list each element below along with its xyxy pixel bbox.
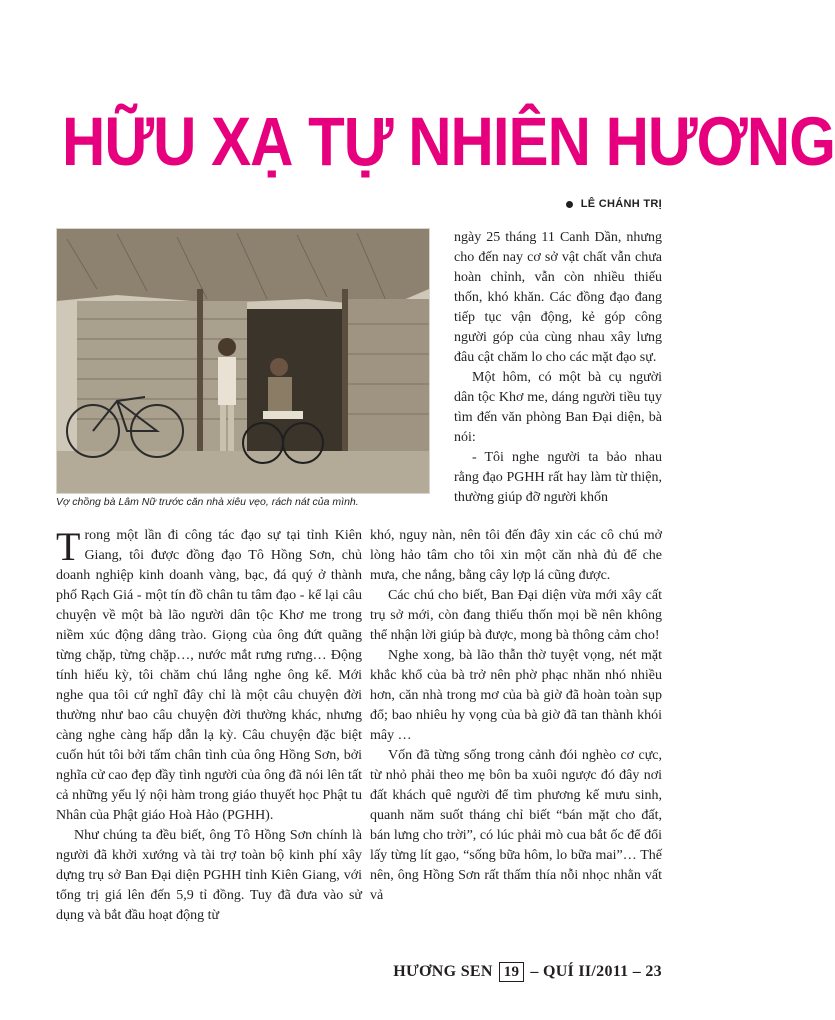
paragraph: Vốn đã từng sống trong cảnh đói nghèo cơ cực, từ nhỏ phải theo mẹ bôn ba xuôi ngược đó đây nơi đất khách quê người để tìm phương kế mưu sinh, quanh năm suốt tháng chỉ biết “bán mặt cho đất, bán lưng cho trời”, có lúc phải mò cua bắt ốc để đổi lấy từng lít gạo, “sống bữa hôm, lo bữa mai”… Thế nên, ông Hồng Sơn rất thấm thía nỗi nhọc nhằn vất vả: [370, 748, 662, 903]
hut-photo-illustration: [57, 229, 429, 493]
first-paragraph-text: rong một lần đi công tác đạo sự tại tỉnh Kiên Giang, tôi được đồng đạo Tô Hồng Sơn, chủ doanh nghiệp kinh doanh vàng, bạc, đá quý ở thành phố Rạch Giá - một tín đồ chân tu tâm đạo - kể lại câu chuyện về một bà lão người dân tộc Khơ me trong niềm xúc động dâng trào. Giọng của ông đứt quãng từng chặp, từng chặp…, nước mắt rưng rưng… Động tính hiếu kỳ, tôi chăm chú lắng nghe ông kể. Mới nghe qua tôi cứ nghĩ đây chỉ là một câu chuyện đời thường như bao câu chuyện đời thường khác, nhưng càng nghe càng hấp dẫn lạ kỳ. Câu chuyện đặc biệt cuốn hút tôi bởi tấm chân tình của ông Hồng Sơn, bởi nghĩa cử cao đẹp đầy tình người của ông đã nói lên tất cả những yếu lý nội hàm trong giáo thuyết học Phật tu Nhân của Phật giáo Hoà Hảo (PGHH).: [56, 528, 362, 823]
magazine-name: HƯƠNG SEN: [393, 963, 493, 980]
author-byline: [566, 198, 662, 210]
article-title: HỮU XẠ TỰ NHIÊN HƯƠNG: [62, 102, 835, 180]
paragraph: Các chú cho biết, Ban Đại diện vừa mới xây cất trụ sở mới, còn đang thiếu thốn mọi bề nên không thể nhận lời giúp bà được, mong bà thông cảm cho!: [370, 588, 662, 643]
paragraph: khó, nguy nàn, nên tôi đến đây xin các cô chú mở lòng hảo tâm cho tôi xin một căn nhà đủ để che mưa, che nắng, bằng cây lợp lá cũng được.: [370, 528, 662, 583]
page-footer: [393, 962, 662, 982]
left-column: [56, 526, 362, 926]
drop-cap: T: [56, 524, 81, 569]
paragraph: Nghe xong, bà lão thẫn thờ tuyệt vọng, nét mặt khắc khổ của bà trở nên phờ phạc nhăn nhó nhiều hơn, căn nhà trong mơ của bà giờ đã hoàn toàn sụp đổ; bao nhiêu hy vọng của bà giờ đã tan thành khói mây …: [370, 648, 662, 743]
issue-date-page: – QUÍ II/2011 – 23: [530, 963, 662, 980]
issue-number: 19: [499, 962, 525, 982]
paragraph: ngày 25 tháng 11 Canh Dần, nhưng cho đến nay cơ sở vật chất vẫn chưa hoàn chỉnh, vẫn còn nhiều thiếu thốn, khó khăn. Các đồng đạo đang tiếp tục vận động, kẻ góp công người góp của cùng nhau xây lưng đâu cật chăm lo cho các mặt đạo sự.: [454, 230, 662, 365]
paragraph: Như chúng ta đều biết, ông Tô Hồng Sơn chính là người đã khởi xướng và tài trợ toàn bộ kinh phí xây dựng trụ sở Ban Đại diện PGHH tỉnh Kiên Giang, với tổng trị giá lên đến 5,9 tỉ đồng. Tuy đã đưa vào sử dụng và bắt đầu hoạt động từ: [56, 828, 362, 923]
bullet-icon: [566, 201, 573, 208]
right-column-top: [454, 228, 662, 508]
paragraph: - Tôi nghe người ta bảo nhau rằng đạo PGHH rất hay làm từ thiện, thường giúp đỡ người khốn: [454, 450, 662, 505]
author-name: LÊ CHÁNH TRỊ: [580, 198, 662, 210]
article-photo: [56, 228, 430, 494]
first-paragraph: [56, 526, 362, 826]
paragraph: Một hôm, có một bà cụ người dân tộc Khơ me, dáng người tiều tụy tìm đến văn phòng Ban Đại diện, bà nói:: [454, 370, 662, 445]
right-column-bottom: [370, 526, 662, 906]
photo-caption: Vợ chồng bà Lâm Nữ trước căn nhà xiêu vẹo, rách nát của mình.: [56, 496, 359, 508]
